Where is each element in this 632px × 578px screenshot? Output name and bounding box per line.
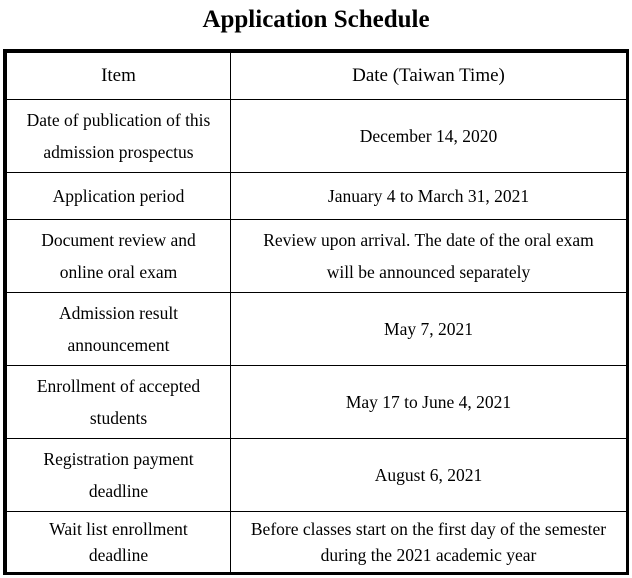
table-row: [7, 366, 627, 439]
table-row: [7, 293, 627, 366]
item-text: Wait list enrollment: [49, 519, 188, 539]
date-cell: [231, 220, 627, 293]
table-header-row: [7, 53, 627, 100]
item-cell: [7, 293, 231, 366]
schedule-table-frame: [3, 49, 629, 575]
date-text: December 14, 2020: [359, 126, 498, 146]
item-cell: [7, 439, 231, 512]
date-cell: [231, 366, 627, 439]
item-text: deadline: [88, 545, 149, 565]
table-row: [7, 439, 627, 512]
item-text: Admission result: [58, 303, 179, 323]
date-cell: [231, 512, 627, 573]
item-cell: [7, 366, 231, 439]
date-text: during the 2021 academic year: [320, 545, 537, 565]
item-cell: [7, 100, 231, 173]
date-cell: [231, 439, 627, 512]
date-cell: [231, 173, 627, 220]
date-cell: [231, 293, 627, 366]
date-text: August 6, 2021: [374, 465, 483, 485]
item-text: online oral exam: [59, 262, 178, 282]
date-text: Review upon arrival. The date of the oral exam: [263, 230, 594, 250]
date-text: will be announced separately: [326, 262, 531, 282]
item-text: students: [89, 408, 148, 428]
item-text: deadline: [88, 481, 149, 501]
date-text: Before classes start on the first day of the semester: [250, 519, 607, 539]
item-cell: [7, 512, 231, 573]
item-cell: [7, 173, 231, 220]
table-row: [7, 220, 627, 293]
header-date: Date (Taiwan Time): [231, 53, 627, 100]
date-text: May 7, 2021: [384, 319, 473, 339]
date-text: May 17 to June 4, 2021: [345, 392, 512, 412]
item-text: admission prospectus: [43, 142, 194, 162]
date-cell: [231, 100, 627, 173]
table-row: [7, 512, 627, 573]
item-text: announcement: [67, 335, 170, 355]
schedule-table: [6, 52, 627, 573]
item-text: Registration payment: [43, 449, 194, 469]
item-text: Document review and: [41, 230, 196, 250]
item-text: Date of publication of this: [26, 110, 211, 130]
header-item: Item: [7, 53, 231, 100]
item-text: Application period: [52, 186, 185, 206]
table-row: [7, 173, 627, 220]
item-text: Enrollment of accepted: [36, 376, 201, 396]
item-cell: [7, 220, 231, 293]
table-row: [7, 100, 627, 173]
date-text: January 4 to March 31, 2021: [327, 186, 530, 206]
page-title: Application Schedule: [202, 6, 430, 33]
